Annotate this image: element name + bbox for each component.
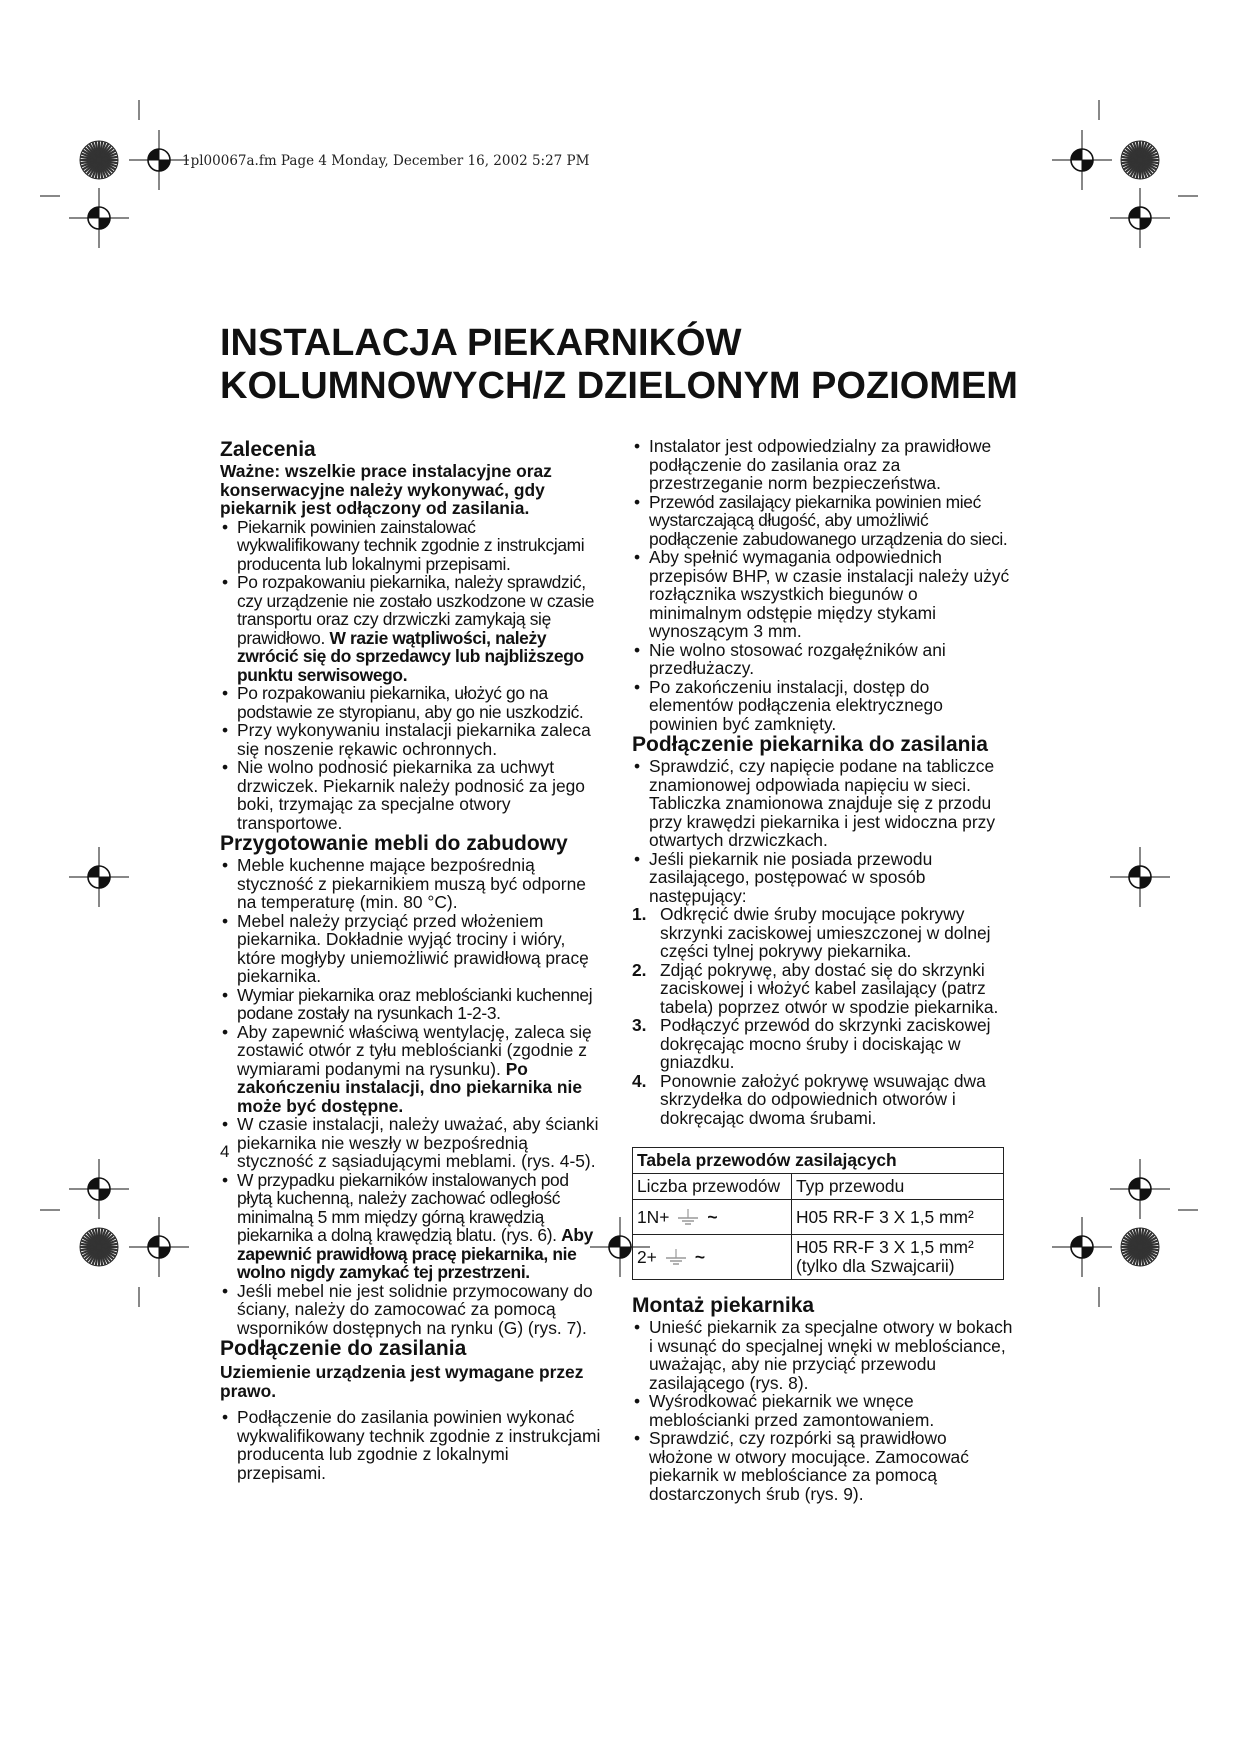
registration-mark-fill (1071, 1236, 1082, 1247)
list-item: • Nie wolno stosować rozgałęźników ani przedłużaczy. (632, 641, 1014, 678)
list-item: • Nie wolno podnosić piekarnika za uchwyt drzwiczek. Piekarnik należy podnosić za jego boki, trzymając za specjalne otwory transportowe. (220, 758, 602, 832)
title-line-1: INSTALACJA PIEKARNIKÓW (220, 322, 742, 364)
table-header-type: Typ przewodu (792, 1174, 1004, 1200)
registration-mark-fill (159, 1247, 170, 1258)
list-item-text: Aby zapewnić właściwą wentylację, zaleca się zostawić otwór z tyłu meblościanki (zgodnie z wymiarami podanymi na rysunku). (237, 1021, 592, 1079)
table-row (633, 1200, 1004, 1235)
power-list-right (632, 437, 1014, 733)
grounding-note: Uziemienie urządzenia jest wymagane przez prawo. (220, 1362, 584, 1401)
table-cell: H05 RR-F 3 X 1,5 mm² (792, 1200, 1004, 1235)
title-line-2: KOLUMNOWYCH/Z DZIELONYM POZIOMEM (220, 365, 1018, 407)
color-wheel-center (1137, 157, 1143, 163)
step-item (632, 961, 1014, 1017)
registration-mark-fill (159, 160, 170, 171)
registration-mark-fill (88, 207, 99, 218)
list-item: • Aby spełnić wymagania odpowiednich przepisów BHP, w czasie instalacji należy użyć rozłącznika wszystkich biegunów o minimalnym odstępie między stykami wynoszącym 3 mm. (632, 548, 1014, 641)
step-item (632, 1072, 1014, 1128)
registration-mark-fill (88, 1178, 99, 1189)
registration-mark-fill (99, 218, 110, 229)
step-number: 3. (632, 1015, 647, 1035)
table-row (633, 1235, 1004, 1280)
list-item: • Po zakończeniu instalacji, dostęp do elementów podłączenia elektrycznego powinien być zamknięty. (632, 678, 1014, 734)
list-item-bold: Po zakończeniu instalacji, dno piekarnika nie może być dostępne. (237, 1058, 583, 1116)
page-number: 4 (220, 1142, 230, 1161)
step-item (632, 905, 1014, 961)
step-number: 1. (632, 904, 647, 924)
list-item: • Instalator jest odpowiedzialny za prawidłowe podłączenie do zasilania oraz za przestrzeganie norm bezpieczeństwa. (632, 437, 1014, 493)
list-item (220, 1023, 602, 1116)
cable-table (632, 1147, 1004, 1280)
color-wheel-center (96, 1244, 102, 1250)
wire-count: 1N+ (637, 1206, 670, 1227)
list-item: • Sprawdzić, czy napięcie podane na tabliczce znamionowej odpowiada napięciu w sieci. Tabliczka znamionowa znajduje się z przodu przy krawędzi piekarnika i jest widoczna przy otwartych drzwiczkach. (632, 757, 1014, 850)
furniture-list (220, 856, 602, 1337)
registration-mark-fill (620, 1247, 631, 1258)
list-item: • Przy wykonywaniu instalacji piekarnika zaleca się noszenie rękawic ochronnych. (220, 721, 602, 758)
ground-symbol-icon (675, 1208, 701, 1226)
important-note: Ważne: wszelkie prace instalacyjne oraz konserwacyjne należy wykonywać, gdy piekarnik jest odłączony od zasilania. (220, 461, 552, 518)
wire-count: 2+ (637, 1246, 657, 1267)
table-title: Tabela przewodów zasilających (633, 1148, 1004, 1174)
registration-mark-fill (88, 866, 99, 877)
registration-mark-fill (1140, 877, 1151, 888)
registration-mark-fill (99, 877, 110, 888)
registration-mark-fill (1129, 1178, 1140, 1189)
step-item (632, 1016, 1014, 1072)
list-item-text: W przypadku piekarników instalowanych pod płytą kuchenną, należy zachować odległość minimalną 5 mm między górną krawędzią piekarnika a dolną krawędzią blatu. (rys. 6). (237, 1169, 569, 1245)
step-number: 2. (632, 959, 647, 980)
color-wheel-center (96, 157, 102, 163)
list-item: • Podłączenie do zasilania powinien wykonać wykwalifikowany technik zgodnie z instrukcjami producenta lub zgodnie z lokalnymi przepisami. (220, 1408, 602, 1482)
page-title (220, 322, 1018, 408)
section-heading-montaz: Montaż piekarnika (632, 1294, 815, 1317)
color-wheel-center (1137, 1244, 1143, 1250)
table-cell (633, 1235, 792, 1280)
registration-mark-fill (1129, 207, 1140, 218)
registration-mark-fill (1140, 218, 1151, 229)
list-item-bold: Aby zapewnić prawidłową pracę piekarnika, nie wolno nigdy zamykać tej przestrzeni. (237, 1225, 593, 1282)
section-heading-podlaczenie: Podłączenie do zasilania (220, 1337, 467, 1360)
step-text: Podłączyć przewód do skrzynki zaciskowej dokręcając mocno śruby i dociskając w gniazdku. (660, 1015, 991, 1072)
table-header-count: Liczba przewodów (633, 1174, 792, 1200)
list-item (220, 573, 602, 684)
step-text: Zdjąć pokrywę, aby dostać się do skrzynki zaciskowej i włożyć kabel zasilający (patrz tabela) poprzez otwór w spodzie piekarnika. (660, 959, 999, 1017)
list-item: • Jeśli mebel nie jest solidnie przymocowany do ściany, należy do zamocować za pomocą wsporników dostępnych na rynku (G) (rys. 7). (220, 1282, 602, 1338)
mounting-list (632, 1318, 1014, 1503)
registration-mark-fill (1071, 149, 1082, 160)
cable-note: (tylko dla Szwajcarii) (796, 1256, 955, 1276)
oven-power-list (632, 757, 1014, 905)
ground-symbol-icon (663, 1248, 689, 1266)
table-cell (633, 1200, 792, 1235)
step-number: 4. (632, 1070, 647, 1091)
section-heading-podlaczenie-piekarnika: Podłączenie piekarnika do zasilania (632, 733, 988, 756)
list-item: • Jeśli piekarnik nie posiada przewodu zasilającego, postępować w sposób następujący: (632, 850, 1014, 906)
right-column (632, 437, 1014, 1503)
file-header: 1pl00067a.fm Page 4 Monday, December 16, 2002 5:27 PM (182, 153, 590, 169)
registration-mark-fill (1129, 866, 1140, 877)
registration-mark-fill (148, 1236, 159, 1247)
section-heading-zalecenia: Zalecenia (220, 438, 316, 461)
registration-mark-fill (609, 1236, 620, 1247)
step-text: Ponownie założyć pokrywę wsuwając dwa skrzydełka do odpowiednich otworów i dokręcając dwoma śrubami. (660, 1070, 986, 1128)
steps-list (632, 905, 1014, 1127)
registration-mark-fill (1082, 160, 1093, 171)
registration-mark-fill (1140, 1189, 1151, 1200)
registration-mark-fill (99, 1189, 110, 1200)
list-item: • Wyśrodkować piekarnik we wnęce meblościanki przed zamontowaniem. (632, 1392, 1014, 1429)
list-item-text: Po rozpakowaniu piekarnika, należy sprawdzić, czy urządzenie nie zostało uszkodzone w czasie transportu oraz czy drzwiczki zamykają się prawidłowo. (237, 572, 595, 648)
ac-symbol: ~ (694, 1246, 705, 1267)
list-item: • Piekarnik powinien zainstalować wykwalifikowany technik zgodnie z instrukcjami producenta lub lokalnymi przepisami. (220, 518, 602, 574)
list-item: • Meble kuchenne mające bezpośrednią styczność z piekarnikiem muszą być odporne na temperaturę (min. 80 °C). (220, 856, 602, 912)
ac-symbol: ~ (707, 1206, 718, 1227)
step-text: Odkręcić dwie śruby mocujące pokrywy skrzynki zaciskowej umieszczonej w dolnej części tylnej pokrywy piekarnika. (660, 904, 991, 961)
power-list-left (220, 1408, 602, 1482)
list-item: • Przewód zasilający piekarnika powinien mieć wystarczającą długość, aby umożliwić podłączenie zabudowanego urządzenia do sieci. (632, 493, 1014, 549)
recommendations-list (220, 518, 602, 833)
list-item (220, 1171, 602, 1282)
table-cell (792, 1235, 1004, 1280)
registration-mark-fill (1082, 1247, 1093, 1258)
section-heading-przygotowanie: Przygotowanie mebli do zabudowy (220, 832, 568, 855)
left-column (220, 437, 602, 1482)
list-item: • Sprawdzić, czy rozpórki są prawidłowo włożone w otwory mocujące. Zamocować piekarnik w meblościance za pomocą dostarczonych śrub (rys. 9). (632, 1429, 1014, 1503)
list-item-bold: W razie wątpliwości, należy zwrócić się do sprzedawcy lub najbliższego punktu serwisowego. (237, 627, 584, 685)
list-item: • Mebel należy przyciąć przed włożeniem piekarnika. Dokładnie wyjąć trociny i wióry, które mogłyby uniemożliwić prawidłową pracę piekarnika. (220, 912, 602, 986)
registration-mark-fill (148, 149, 159, 160)
list-item: • W czasie instalacji, należy uważać, aby ścianki piekarnika nie weszły w bezpośrednią styczność z sąsiadującymi meblami. (rys. 4-5). (220, 1115, 602, 1171)
list-item: • Po rozpakowaniu piekarnika, ułożyć go na podstawie ze styropianu, aby go nie uszkodzić. (220, 684, 602, 721)
list-item: • Unieść piekarnik za specjalne otwory w bokach i wsunąć do specjalnej wnęki w meblościance, uważając, aby nie przyciąć przewodu zasilającego (rys. 8). (632, 1318, 1014, 1392)
cable-type: H05 RR-F 3 X 1,5 mm² (796, 1237, 974, 1257)
list-item: • Wymiar piekarnika oraz meblościanki kuchennej podane zostały na rysunkach 1-2-3. (220, 986, 602, 1023)
